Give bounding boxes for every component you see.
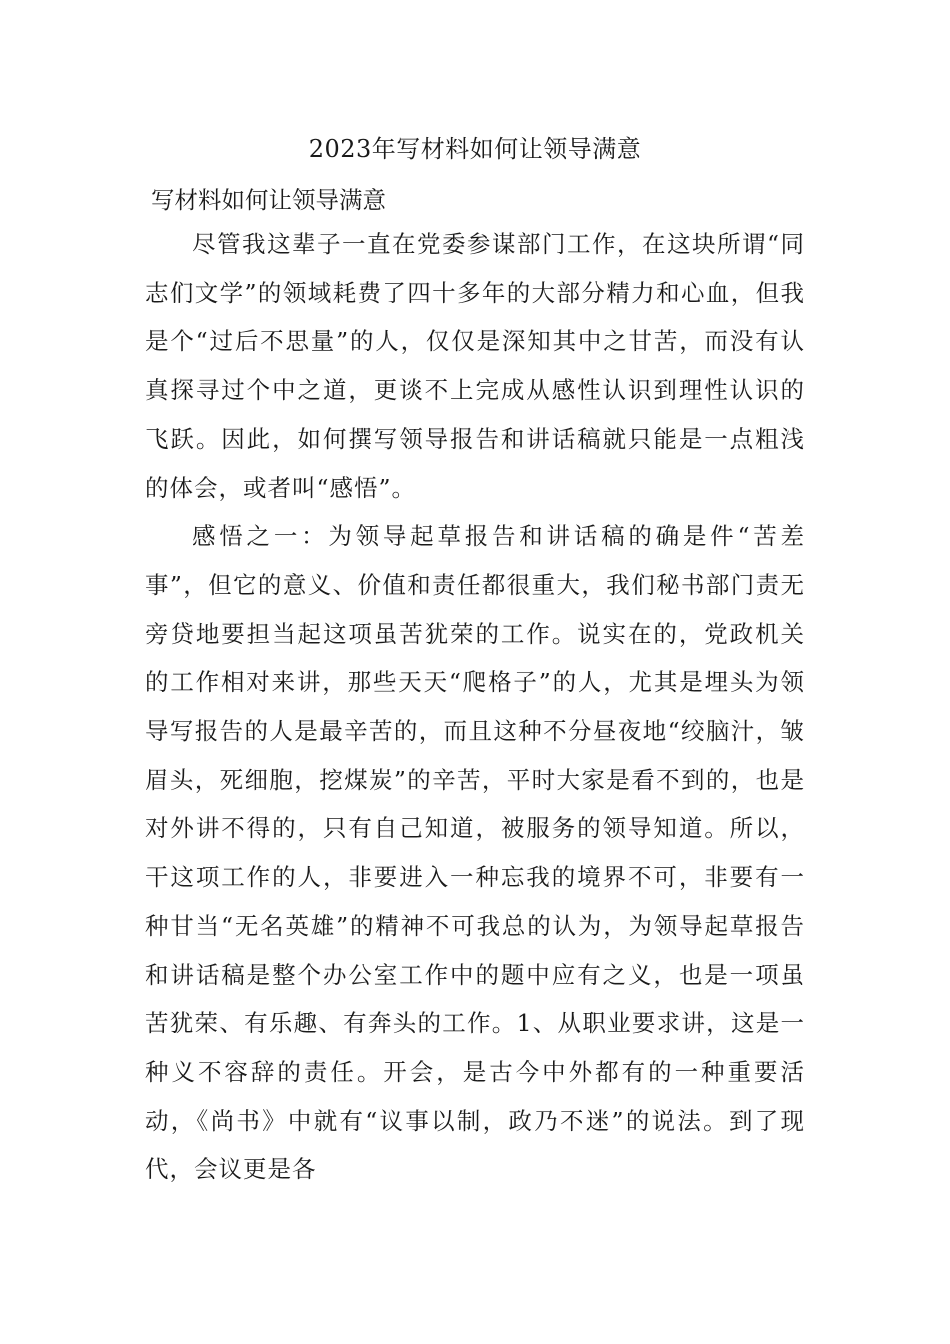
document-subtitle: 写材料如何让领导满意 (151, 186, 386, 214)
document-title: 2023年写材料如何让领导满意 (308, 135, 642, 163)
paragraph-insight-one: 感悟之一：为领导起草报告和讲话稿的确是件“苦差事”，但它的意义、价值和责任都很重大，我们秘书部门责无旁贷地要担当起这项虽苦犹荣的工作。说实在的，党政机关的工作相对来讲，那些天天“爬格子”的人，尤其是埋头为领导写报告的人是最辛苦的，而且这种不分昼夜地“绞脑汁，皱眉头，死细胞，挖煤炭”的辛苦，平时大家是看不到的，也是对外讲不得的，只有自己知道，被服务的领导知道。所以，干这项工作的人，非要进入一种忘我的境界不可，非要有一种甘当“无名英雄”的精神不可我总的认为，为领导起草报告和讲话稿是整个办公室工作中的题中应有之义，也是一项虽苦犹荣、有乐趣、有奔头的工作。1、从职业要求讲，这是一种义不容辞的责任。开会，是古今中外都有的一种重要活动，《尚书》中就有“议事以制，政乃不迷”的说法。到了现代，会议更是各 (145, 522, 805, 1184)
document-body (145, 220, 805, 1194)
paragraph-intro: 尽管我这辈子一直在党委参谋部门工作，在这块所谓“同志们文学”的领域耗费了四十多年的大部分精力和心血，但我是个“过后不思量”的人，仅仅是深知其中之甘苦，而没有认真探寻过个中之道，更谈不上完成从感性认识到理性认识的飞跃。因此，如何撰写领导报告和讲话稿就只能是一点粗浅的体会，或者叫“感悟”。 (145, 230, 805, 502)
